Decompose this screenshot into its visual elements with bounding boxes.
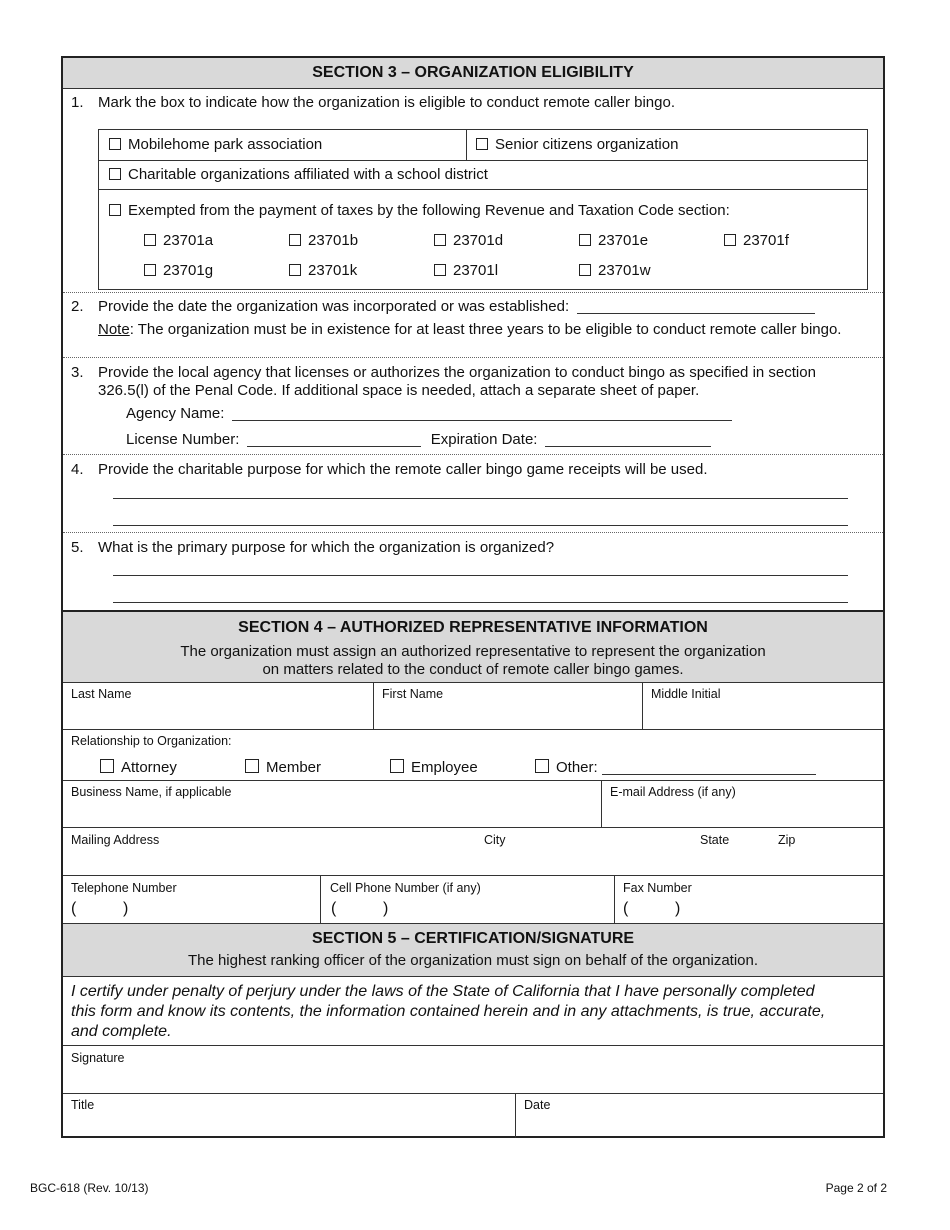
state-label: State bbox=[700, 833, 730, 847]
q3-text-2: 326.5(l) of the Penal Code. If additional space is needed, attach a separate sheet of paper. bbox=[98, 382, 700, 399]
rel-member-label: Member bbox=[266, 759, 322, 776]
divider bbox=[63, 1045, 883, 1046]
code-label: 23701g bbox=[163, 262, 214, 279]
fax-paren-close: ) bbox=[675, 900, 681, 917]
section4-header bbox=[63, 612, 883, 682]
checkbox[interactable] bbox=[476, 138, 488, 150]
option-charitable[interactable] bbox=[109, 166, 488, 183]
rel-employee-label: Employee bbox=[411, 759, 478, 776]
section3-header bbox=[63, 58, 883, 88]
q2-text: Provide the date the organization was incorporated or was established: bbox=[98, 298, 570, 315]
option-charitable-label: Charitable organizations affiliated with a school district bbox=[128, 166, 488, 183]
q2-note bbox=[98, 321, 841, 338]
divider bbox=[98, 189, 868, 190]
section4-title: SECTION 4 – AUTHORIZED REPRESENTATIVE INFORMATION bbox=[238, 619, 708, 636]
option-mobilehome[interactable] bbox=[109, 136, 322, 153]
rel-other[interactable] bbox=[535, 759, 816, 776]
cell-paren-open: ( bbox=[331, 900, 337, 917]
note-label: Note bbox=[98, 321, 130, 338]
q4-text: Provide the charitable purpose for which the remote caller bingo game receipts will be used. bbox=[98, 461, 708, 478]
telephone-paren-close: ) bbox=[123, 900, 129, 917]
middle-initial-field[interactable] bbox=[653, 703, 873, 725]
q3-text-1: Provide the local agency that licenses or authorizes the organization to conduct bingo as specified in section bbox=[98, 364, 816, 381]
mailing-address-label: Mailing Address bbox=[71, 833, 160, 847]
last-name-label: Last Name bbox=[71, 687, 132, 701]
option-senior[interactable] bbox=[476, 136, 678, 153]
option-exempted-label: Exempted from the payment of taxes by the following Revenue and Taxation Code section: bbox=[128, 202, 730, 219]
divider bbox=[63, 292, 883, 293]
first-name-label: First Name bbox=[382, 687, 444, 701]
code-label: 23701f bbox=[743, 232, 789, 249]
q5-number: 5. bbox=[71, 539, 84, 556]
divider bbox=[98, 160, 868, 161]
rel-attorney-label: Attorney bbox=[121, 759, 177, 776]
divider bbox=[63, 729, 883, 730]
form-id: BGC-618 (Rev. 10/13) bbox=[30, 1181, 149, 1195]
checkbox[interactable] bbox=[289, 264, 301, 276]
cell-phone-label: Cell Phone Number (if any) bbox=[330, 881, 481, 895]
checkbox[interactable] bbox=[390, 759, 404, 773]
title-label: Title bbox=[71, 1098, 95, 1112]
certification-line-2: this form and know its contents, the information contained herein and in any attachments, is true, accurate, bbox=[71, 1003, 826, 1020]
business-name-field[interactable] bbox=[73, 801, 593, 823]
checkbox[interactable] bbox=[724, 234, 736, 246]
q1-text: Mark the box to indicate how the organization is eligible to conduct remote caller bingo. bbox=[98, 94, 675, 111]
section5-subtitle: The highest ranking officer of the organization must sign on behalf of the organization. bbox=[187, 952, 759, 969]
checkbox[interactable] bbox=[434, 264, 446, 276]
rel-other-label: Other: bbox=[556, 759, 598, 776]
license-number-label: License Number: bbox=[126, 431, 240, 448]
checkbox[interactable] bbox=[245, 759, 259, 773]
date-label: Date bbox=[524, 1098, 551, 1112]
section3-title: SECTION 3 – ORGANIZATION ELIGIBILITY bbox=[312, 64, 634, 81]
checkbox[interactable] bbox=[579, 234, 591, 246]
code-label: 23701e bbox=[598, 232, 649, 249]
signature-label: Signature bbox=[71, 1051, 125, 1065]
agency-name-label: Agency Name: bbox=[126, 405, 225, 422]
section5-title: SECTION 5 – CERTIFICATION/SIGNATURE bbox=[311, 930, 635, 947]
code-23701w[interactable] bbox=[579, 262, 651, 279]
q1-number: 1. bbox=[71, 94, 84, 111]
date-field[interactable] bbox=[525, 1114, 875, 1134]
email-field[interactable] bbox=[611, 801, 873, 823]
note-text: : The organization must be in existence for at least three years to be eligible to conduct remote caller bingo. bbox=[129, 321, 842, 338]
divider bbox=[642, 682, 643, 729]
divider bbox=[373, 682, 374, 729]
certification-line-1: I certify under penalty of perjury under the laws of the State of California that I have personally completed bbox=[71, 983, 815, 1000]
license-row bbox=[126, 431, 711, 448]
q2-number: 2. bbox=[71, 298, 84, 315]
business-name-label: Business Name, if applicable bbox=[71, 785, 232, 799]
divider bbox=[63, 357, 883, 358]
mailing-address-field[interactable] bbox=[73, 850, 873, 872]
last-name-field[interactable] bbox=[73, 703, 363, 725]
city-label: City bbox=[484, 833, 506, 847]
code-23701b[interactable] bbox=[289, 232, 358, 249]
code-23701a[interactable] bbox=[144, 232, 213, 249]
first-name-field[interactable] bbox=[383, 703, 633, 725]
divider bbox=[63, 827, 883, 828]
checkbox[interactable] bbox=[289, 234, 301, 246]
divider bbox=[320, 875, 321, 923]
checkbox[interactable] bbox=[434, 234, 446, 246]
agency-name-field[interactable] bbox=[232, 406, 732, 421]
rel-other-field[interactable] bbox=[602, 760, 816, 775]
agency-row bbox=[126, 405, 732, 422]
rel-attorney[interactable] bbox=[100, 759, 177, 776]
title-field[interactable] bbox=[73, 1114, 508, 1134]
divider bbox=[63, 976, 883, 977]
option-exempted[interactable] bbox=[109, 202, 730, 219]
q5-text: What is the primary purpose for which the organization is organized? bbox=[98, 539, 555, 556]
cell-phone-field[interactable] bbox=[398, 900, 608, 920]
fax-paren-open: ( bbox=[623, 900, 629, 917]
telephone-label: Telephone Number bbox=[71, 881, 177, 895]
checkbox[interactable] bbox=[109, 204, 121, 216]
checkbox[interactable] bbox=[109, 168, 121, 180]
code-23701l[interactable] bbox=[434, 262, 498, 279]
divider bbox=[614, 875, 615, 923]
certification-line-3: and complete. bbox=[71, 1023, 172, 1040]
expiration-date-field[interactable] bbox=[545, 432, 711, 447]
cell-paren-close: ) bbox=[383, 900, 389, 917]
code-label: 23701b bbox=[308, 232, 359, 249]
divider bbox=[601, 780, 602, 827]
relationship-label: Relationship to Organization: bbox=[71, 734, 232, 748]
fax-label: Fax Number bbox=[623, 881, 692, 895]
divider bbox=[63, 532, 883, 533]
divider bbox=[63, 88, 883, 89]
divider bbox=[63, 682, 883, 683]
telephone-field[interactable] bbox=[138, 900, 313, 920]
charitable-purpose-line-2[interactable] bbox=[113, 525, 848, 526]
section5-header bbox=[63, 924, 883, 976]
q4-number: 4. bbox=[71, 461, 84, 478]
code-23701f[interactable] bbox=[724, 232, 789, 249]
divider bbox=[63, 1093, 883, 1094]
code-label: 23701w bbox=[598, 262, 651, 279]
code-label: 23701d bbox=[453, 232, 504, 249]
code-23701d[interactable] bbox=[434, 232, 503, 249]
license-number-field[interactable] bbox=[247, 432, 421, 447]
code-label: 23701k bbox=[308, 262, 358, 279]
telephone-paren-open: ( bbox=[71, 900, 77, 917]
section4-subtitle-1: The organization must assign an authorized representative to represent the organization bbox=[180, 643, 766, 660]
checkbox[interactable] bbox=[144, 234, 156, 246]
divider bbox=[515, 1093, 516, 1138]
fax-field[interactable] bbox=[690, 900, 875, 920]
established-date-field[interactable] bbox=[577, 299, 815, 314]
divider bbox=[63, 454, 883, 455]
checkbox[interactable] bbox=[579, 264, 591, 276]
application-form bbox=[61, 56, 885, 1138]
code-23701e[interactable] bbox=[579, 232, 648, 249]
option-senior-label: Senior citizens organization bbox=[495, 136, 679, 153]
middle-initial-label: Middle Initial bbox=[651, 687, 721, 701]
code-23701g[interactable] bbox=[144, 262, 213, 279]
checkbox[interactable] bbox=[535, 759, 549, 773]
divider bbox=[466, 129, 467, 160]
charitable-purpose-line-1[interactable] bbox=[113, 498, 848, 499]
page-number: Page 2 of 2 bbox=[825, 1181, 887, 1195]
option-mobilehome-label: Mobilehome park association bbox=[128, 136, 323, 153]
email-label: E-mail Address (if any) bbox=[610, 785, 736, 799]
primary-purpose-line-1[interactable] bbox=[113, 575, 848, 576]
zip-label: Zip bbox=[778, 833, 796, 847]
code-23701k[interactable] bbox=[289, 262, 357, 279]
section4-subtitle-2: on matters related to the conduct of remote caller bingo games. bbox=[262, 661, 684, 678]
checkbox[interactable] bbox=[109, 138, 121, 150]
checkbox[interactable] bbox=[100, 759, 114, 773]
code-label: 23701l bbox=[453, 262, 499, 279]
q2-row bbox=[98, 298, 815, 315]
divider bbox=[63, 780, 883, 781]
q3-number: 3. bbox=[71, 364, 84, 381]
code-label: 23701a bbox=[163, 232, 214, 249]
signature-field[interactable] bbox=[73, 1068, 873, 1090]
checkbox[interactable] bbox=[144, 264, 156, 276]
primary-purpose-line-2[interactable] bbox=[113, 602, 848, 603]
divider bbox=[63, 875, 883, 876]
rel-member[interactable] bbox=[245, 759, 321, 776]
expiration-date-label: Expiration Date: bbox=[430, 431, 538, 448]
rel-employee[interactable] bbox=[390, 759, 478, 776]
